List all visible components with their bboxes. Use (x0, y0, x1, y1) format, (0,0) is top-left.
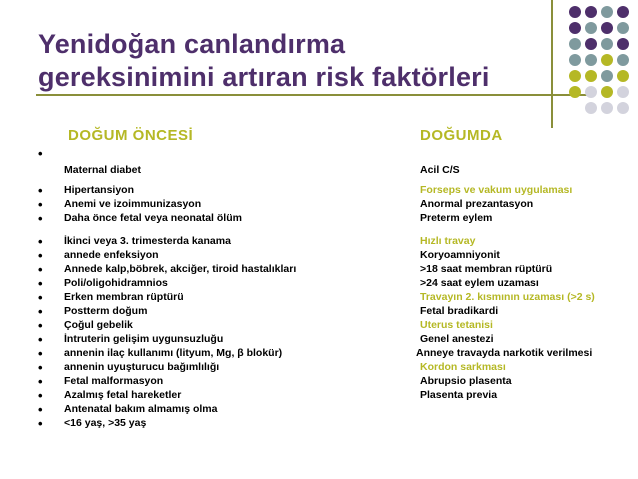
list-item: • Antenatal bakım almamış olma (64, 403, 217, 415)
dot-teal (585, 22, 597, 34)
dot-yellow (569, 70, 581, 82)
dot-teal (569, 54, 581, 66)
dot-teal (601, 38, 613, 50)
dot-purple (569, 6, 581, 18)
list-item-highlight: Kordon sarkması (420, 361, 506, 373)
list-item: • Poli/oligohidramnios (64, 277, 168, 289)
list-item: • Azalmış fetal hareketler (64, 389, 181, 401)
list-item: Plasenta previa (420, 389, 498, 401)
decorative-vertical-line (551, 0, 553, 128)
list-item: Maternal diabet (64, 164, 142, 176)
dot-yellow (601, 54, 613, 66)
dot-yellow (585, 70, 597, 82)
dot-purple (569, 22, 581, 34)
dot-yellow (601, 86, 613, 98)
list-item: • annenin uyuşturucu bağımlılığı (64, 361, 219, 373)
dot-purple (617, 6, 629, 18)
list-item: Koryoamniyonit (420, 249, 500, 261)
slide-title-line-1: Yenidoğan canlandırma (38, 29, 346, 59)
list-item: >24 saat eylem uzaması (420, 277, 539, 289)
dot-purple (601, 22, 613, 34)
list-item: >18 saat membran rüptürü (420, 263, 553, 275)
list-item: • Fetal malformasyon (64, 375, 163, 387)
list-item: • <16 yaş, >35 yaş (64, 417, 146, 429)
list-item: Acil C/S (420, 164, 460, 176)
dot-gray (601, 102, 613, 114)
dot-teal (617, 54, 629, 66)
slide-title-line-2: gereksinimini artıran risk faktörleri (38, 62, 490, 92)
dot-gray (585, 102, 597, 114)
list-item: • Anemi ve izoimmunizasyon (64, 198, 201, 210)
dot-teal (617, 22, 629, 34)
dot-gray (617, 86, 629, 98)
list-item-highlight: Travayın 2. kısmının uzaması (>2 s) (420, 291, 595, 303)
list-item-highlight: Uterus tetanisi (420, 319, 493, 331)
list-item: • İkinci veya 3. trimesterda kanama (64, 235, 231, 247)
list-item: Anormal prezantasyon (420, 198, 534, 210)
decorative-horizontal-line (36, 94, 587, 96)
heading-dogum-oncesi: DOĞUM ÖNCESİ (68, 127, 194, 144)
dot-purple (585, 38, 597, 50)
list-item: Anneye travayda narkotik verilmesi (416, 347, 593, 359)
dot-yellow (617, 70, 629, 82)
list-item: • Postterm doğum (64, 305, 147, 317)
dot-teal (569, 38, 581, 50)
list-item: • Daha önce fetal veya neonatal ölüm (64, 212, 242, 224)
list-item: • İntruterin gelişim uygunsuzluğu (64, 333, 223, 345)
list-item: Fetal bradikardi (420, 305, 499, 317)
list-item: Abrupsio plasenta (420, 375, 512, 387)
heading-dogumda: DOĞUMDA (420, 127, 503, 144)
list-item: • Hipertansiyon (64, 184, 134, 196)
dot-gray (617, 102, 629, 114)
dot-teal (601, 70, 613, 82)
list-item: Genel anestezi (420, 333, 494, 345)
list-item: • Çoğul gebelik (64, 319, 133, 331)
list-item-highlight: Hızlı travay (420, 235, 476, 247)
slide-title (38, 28, 490, 94)
dot-purple (617, 38, 629, 50)
list-item: • Erken membran rüptürü (64, 291, 184, 303)
list-item: • annenin ilaç kullanımı (lityum, Mg, β blokür) (64, 347, 282, 359)
dot-yellow (569, 86, 581, 98)
list-item: • Annede kalp,böbrek, akciğer, tiroid hastalıkları (64, 263, 296, 275)
dot-teal (601, 6, 613, 18)
list-item-highlight: Forseps ve vakum uygulaması (420, 184, 573, 196)
list-item: Preterm eylem (420, 212, 493, 224)
list-item: • annede enfeksiyon (64, 249, 159, 261)
dot-teal (585, 54, 597, 66)
dot-gray (585, 86, 597, 98)
dot-purple (585, 6, 597, 18)
empty-bullet: • (38, 146, 43, 161)
